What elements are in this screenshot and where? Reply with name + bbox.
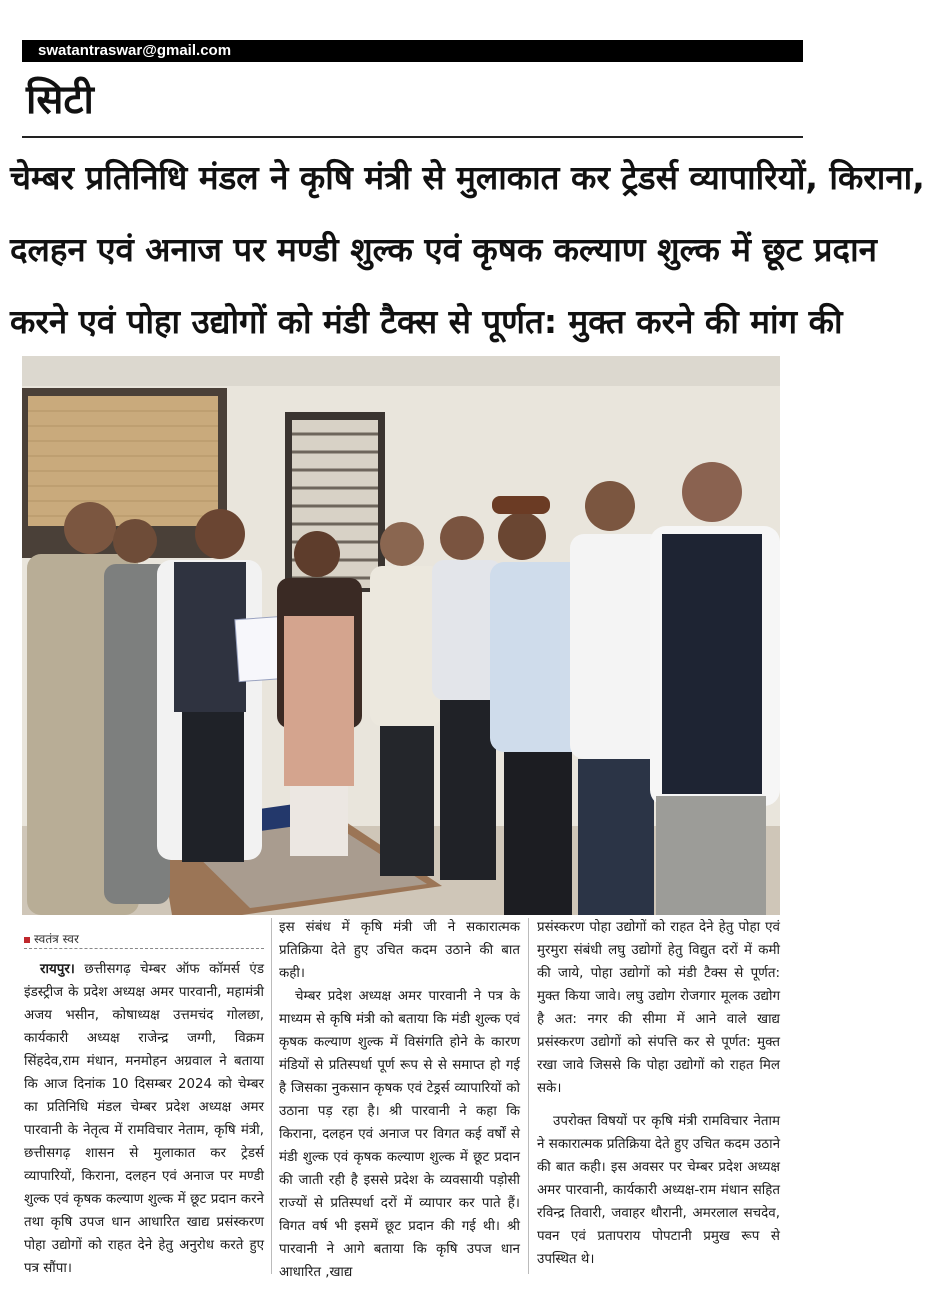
article-column-3 (537, 916, 780, 1271)
article-col2-para2: चेम्बर प्रदेश अध्यक्ष अमर पारवानी ने पत्र के माध्यम से कृषि मंत्री को बताया कि मंडी शुल्क एवं कृषक कल्याण शुल्क में विसंगति होने के कारण मंडियों से प्रतिस्पर्धा पूर्ण रूप से से समाप्त हो गई है जिसका नुकसान कृषक एवं टेड्रर्स व्यापारियों को उठाना पड़ रहा है। श्री पारवानी ने कहा कि किराना, दलहन एवं अनाज पर विगत कई वर्षों से मंडी शुल्क एवं कृषक कल्याण शुल्क में छूट प्रदान की जाती रही है इससे प्रदेश के व्यवसायी पड़ोसी राज्यों से प्रतिस्पर्धा दरों में व्यापार कर पाते हैं। विगत वर्ष भी इसमें छूट प्रदान की गई थी। श्री पारवानी ने आगे बताया कि कृषि उपज धान आधारित ,खाद्य (279, 989, 520, 1280)
article-col2-para1: इस संबंध में कृषि मंत्री जी ने सकारात्मक प्रतिक्रिया देते हुए उचित कदम उठाने की बात कही। (279, 920, 520, 981)
page-bottom-edge (0, 1290, 803, 1300)
news-photo-illustration (22, 356, 780, 915)
email-address: swatantraswar@gmail.com (38, 42, 232, 59)
article-column-2 (279, 916, 520, 1284)
article-column-1 (24, 958, 264, 1280)
article-col3-para1: प्रसंस्करण पोहा उद्योगों को राहत देने हेतु पोहा एवं मुरमुरा संबंधी लघु उद्योगों हेतु विद्युत दरों में कमी की जाये, पोहा उद्योगों को मंडी टैक्स से पूर्णत: मुक्त किया जावे। लघु उद्योग रोजगार मूलक उद्योग है अत: नगर की सीमा में आने वाले खाद्य प्रसंस्करण उद्योगों को संपत्ति कर से पूर्णत: मुक्त रखा जावे जिससे कि पोहा उद्योगों को राहत मिल सके। (537, 920, 780, 1096)
dateline: रायपुर। (40, 962, 75, 977)
headline (10, 142, 925, 358)
news-photo (22, 356, 780, 915)
section-title: सिटी (26, 77, 94, 123)
headline-line-2: दलहन एवं अनाज पर मण्डी शुल्क एवं कृषक कल्याण शुल्क में छूट प्रदान (10, 230, 877, 269)
byline-text: स्वतंत्र स्वर (34, 932, 79, 946)
article-col1-text: छत्तीसगढ़ चेम्बर ऑफ कॉमर्स एंड इंडस्ट्रीज के प्रदेश अध्यक्ष अमर पारवानी, महामंत्री अजय भसीन, कोषाध्यक्ष उत्तमचंद गोलछा, कार्यकारी अध्यक्ष राजेन्द्र जग्गी, विक्रम सिंहदेव,राम मंधान, मनमोहन अग्रवाल ने बताया कि आज दिनांक 10 दिसम्बर 2024 को चेम्बर का प्रतिनिधि मंडल चेम्बर प्रदेश अध्यक्ष अमर पारवानी के नेतृत्व में रामविचार नेताम, कृषि मंत्री, छत्तीसगढ़ शासन से मुलाकात कर ट्रेडर्स व्यापारियों, किराना, दलहन एवं अनाज पर मण्डी शुल्क एवं कृषक कल्याण शुल्क में छूट प्रदान करने तथा कृषि उपज धान आधारित खाद्य प्रसंस्करण पोहा उद्योगों को राहत देने हेतु अनुरोध करते हुए पत्र सौंपा। (24, 962, 264, 1276)
headline-line-1: चेम्बर प्रतिनिधि मंडल ने कृषि मंत्री से मुलाकात कर ट्रेडर्स व्यापारियों, किराना, (10, 158, 925, 197)
email-bar (22, 40, 803, 62)
column-divider-1 (271, 918, 272, 1274)
column-divider-2 (528, 918, 529, 1274)
headline-line-3: करने एवं पोहा उद्योगों को मंडी टैक्स से पूर्णत: मुक्त करने की मांग की (10, 302, 843, 341)
byline (24, 930, 79, 947)
article-col3-para2: उपरोक्त विषयों पर कृषि मंत्री रामविचार नेताम ने सकारात्मक प्रतिक्रिया देते हुए उचित कदम उठाने की बात कही। इस अवसर पर चेम्बर प्रदेश अध्यक्ष अमर पारवानी, कार्यकारी अध्यक्ष-राम मंधान सहित रविन्द्र तिवारी, जवाहर थौरानी, अमरलाल सचदेव, पवन एवं प्रतापराय पोपटानी प्रमुख रूप से उपस्थित थे। (537, 1114, 780, 1267)
section-divider (22, 136, 803, 138)
byline-divider (24, 948, 264, 949)
byline-marker (24, 937, 30, 943)
